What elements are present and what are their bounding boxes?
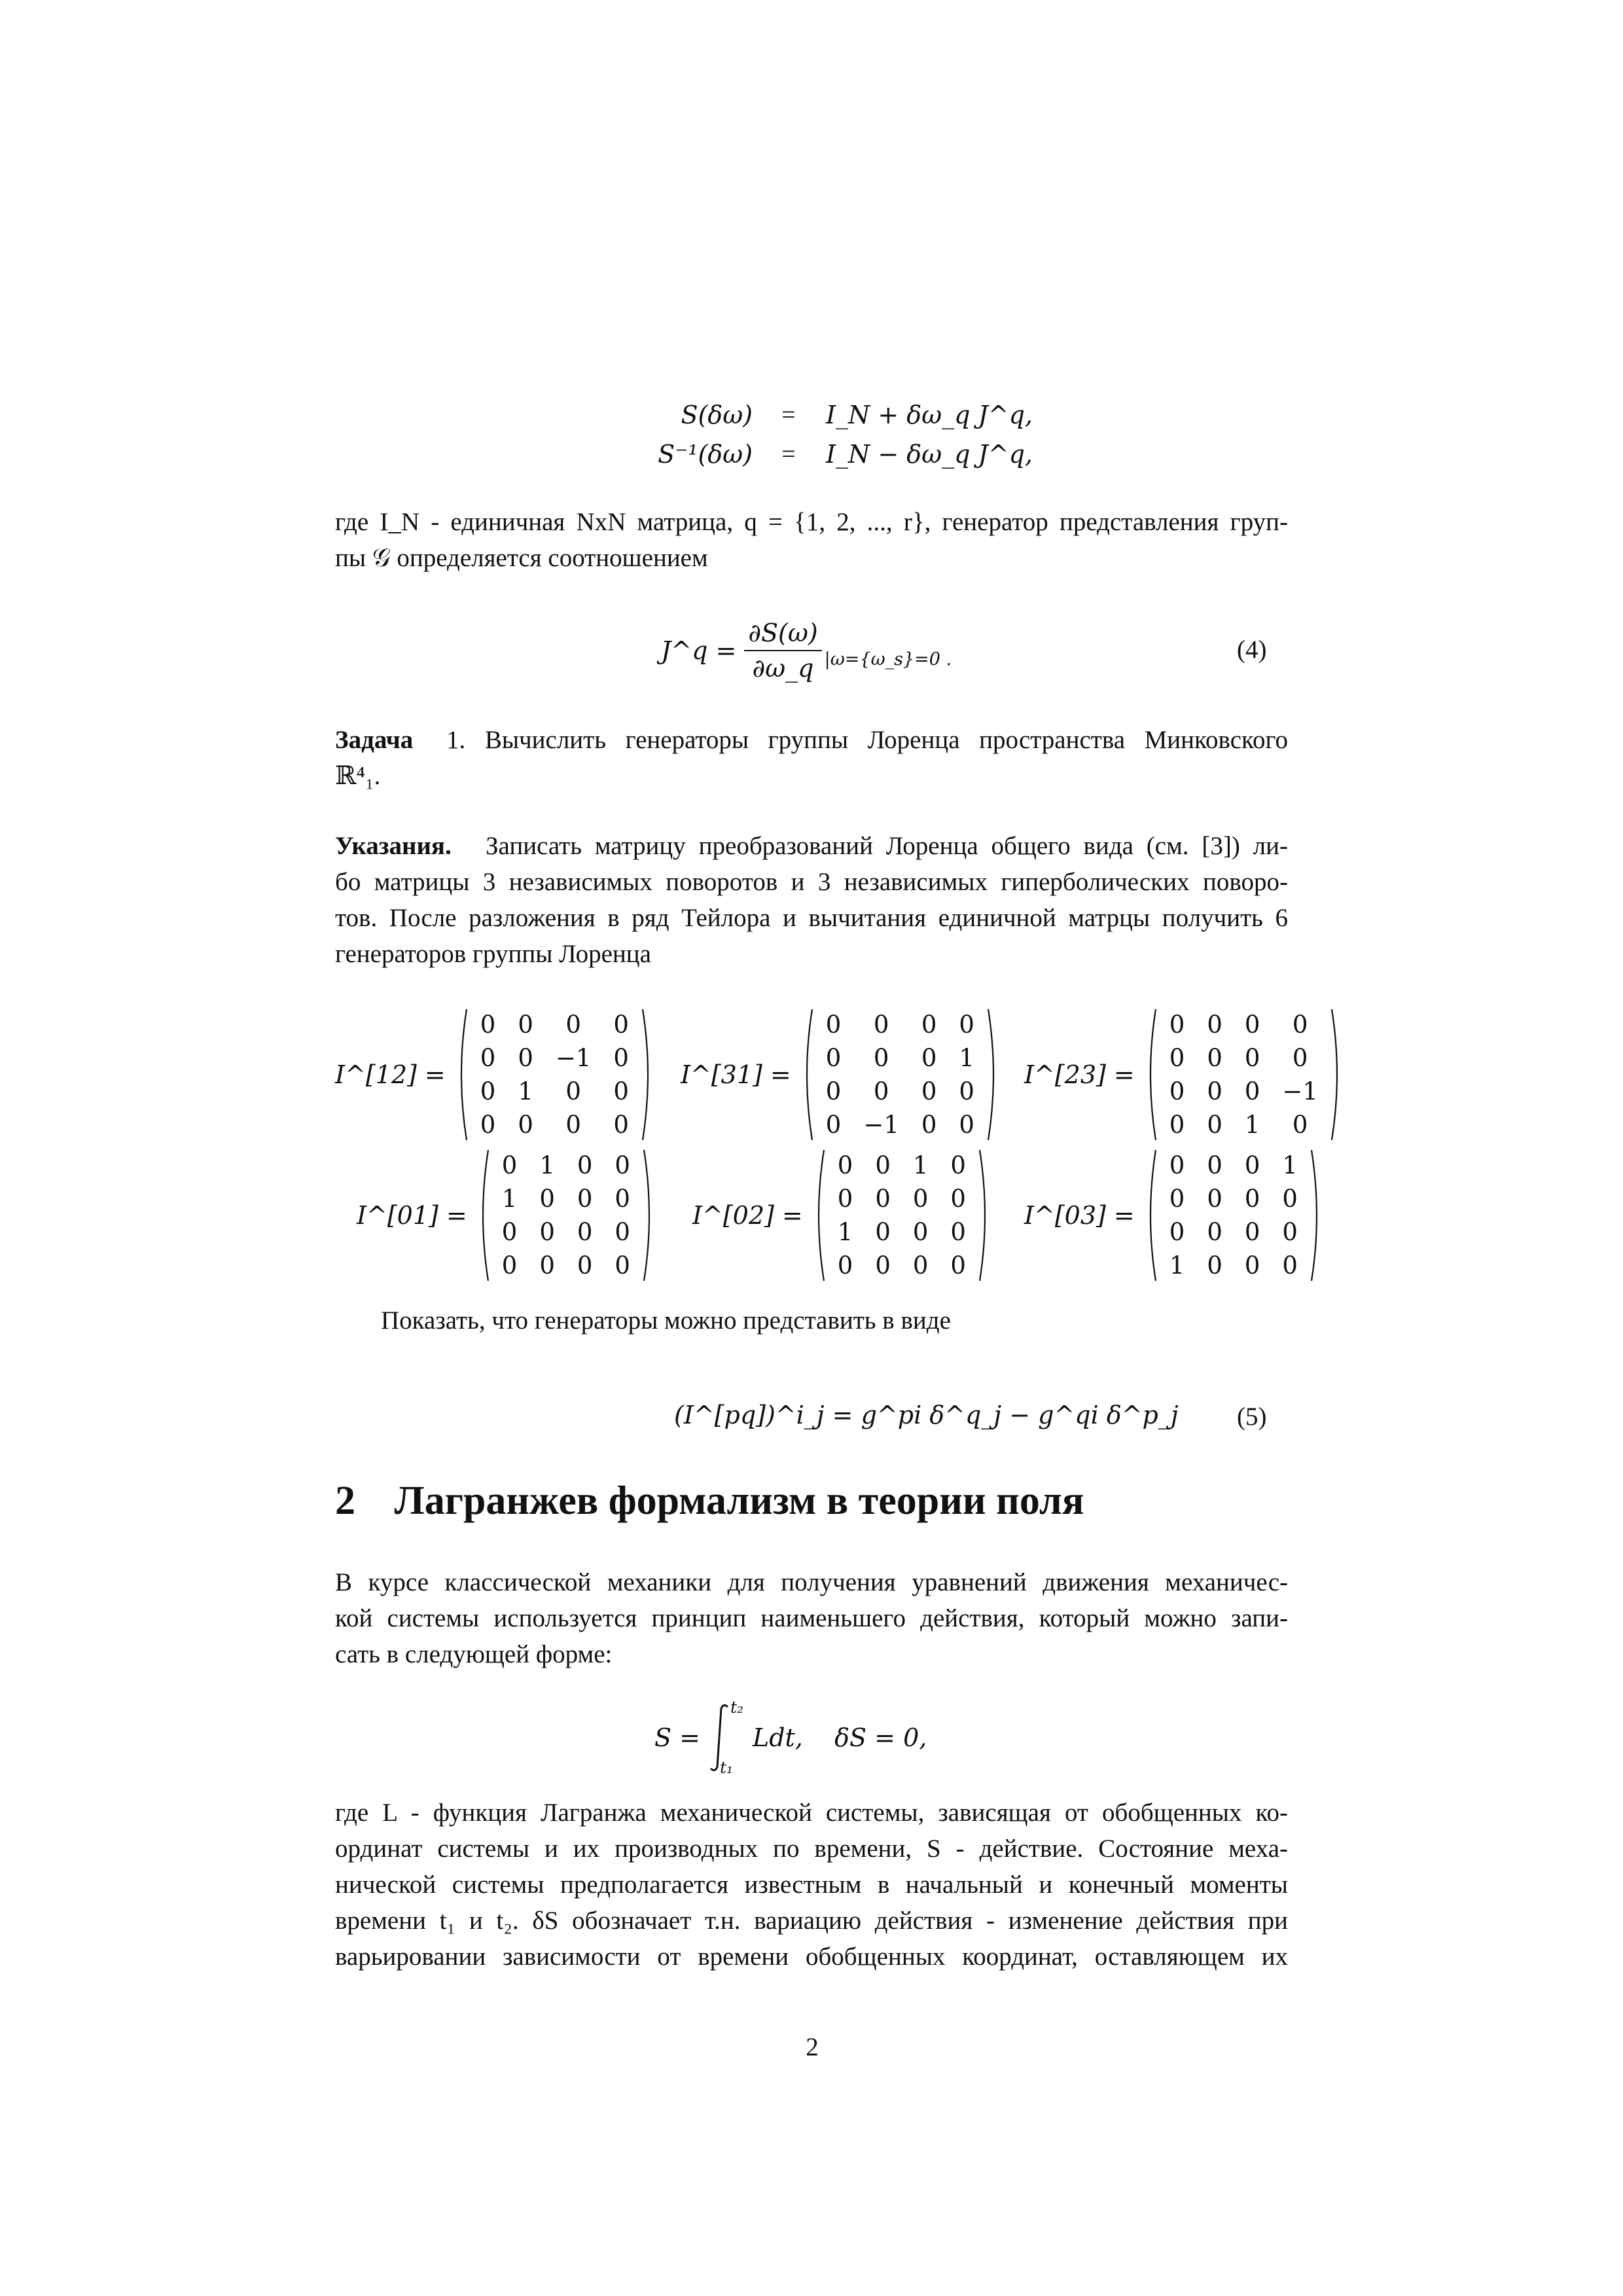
matrix-row (1158, 1075, 1329, 1108)
matrix-cell: 0 (1169, 1218, 1185, 1246)
matrix-table (1158, 1008, 1329, 1141)
matrix-cell: 1 (912, 1151, 929, 1179)
matrix-table (815, 1008, 986, 1141)
matrix-row (815, 1075, 986, 1108)
integral-upper-limit: t₂ (730, 1698, 744, 1717)
matrix-cell: 0 (1207, 1044, 1222, 1072)
matrix-row (815, 1041, 986, 1075)
matrix-cell: 0 (480, 1044, 496, 1072)
matrix-cell: 0 (518, 1111, 533, 1139)
paragraph-lagrange-function (335, 1795, 1288, 1975)
sec2-line1: В курсе классической механики для получения уравнений движения механичес- (335, 1568, 1288, 1596)
section-title: Лагранжев формализм в теории поля (394, 1479, 1084, 1523)
matrix-label: I^[12] = (335, 1060, 446, 1089)
matrix-cell: 0 (1207, 1011, 1222, 1039)
eq4-denominator: ∂ω_q (752, 654, 814, 683)
left-paren-icon (800, 1008, 815, 1141)
eq-4 (661, 619, 952, 683)
matrix-cell: 0 (1292, 1011, 1308, 1039)
matrix-label: I^[02] = (692, 1201, 803, 1230)
matrix-row (827, 1182, 977, 1215)
matrix-row (1158, 1182, 1309, 1215)
right-paren-icon (977, 1149, 991, 1282)
matrix-cell: 0 (615, 1251, 630, 1280)
matrix-cell: 0 (613, 1011, 629, 1039)
matrix-cell: 0 (615, 1185, 630, 1213)
task-block (335, 722, 1288, 794)
matrix-cell: 0 (921, 1011, 937, 1039)
eq4-evaluation: |ω={ω_s}=0 . (824, 649, 952, 670)
matrix-cell: 1 (959, 1044, 974, 1072)
matrix-cell: 0 (1244, 1044, 1260, 1072)
task-line2: ℝ⁴₁. (335, 762, 381, 790)
eq-s-lhs: S(δω) (681, 401, 753, 429)
matrix-row (1158, 1249, 1309, 1282)
matrix-cell: 0 (873, 1077, 889, 1105)
matrix-cell: 0 (565, 1011, 581, 1039)
matrix-cell: 0 (1244, 1151, 1260, 1179)
matrix-cell: 0 (875, 1218, 891, 1246)
matrix-cell: 0 (1169, 1044, 1185, 1072)
hint-line4: генераторов группы Лоренца (335, 940, 651, 968)
eq4-numerator: ∂S(ω) (744, 619, 821, 651)
hint-line3: тов. После разложения в ряд Тейлора и вычитания единичной матрцы получить 6 (335, 904, 1288, 932)
matrix-row (827, 1215, 977, 1249)
matrix-cell: 0 (1169, 1077, 1185, 1105)
matrix-cell: 0 (912, 1218, 929, 1246)
matrix-cell: 1 (1169, 1251, 1185, 1280)
matrix-cell: 0 (539, 1218, 555, 1246)
matrix-row (1158, 1041, 1329, 1075)
integral-sign (707, 1698, 753, 1777)
matrix-cell: 0 (912, 1251, 929, 1280)
matrix-row (491, 1149, 641, 1182)
hint-line1: Записать матрицу преобразований Лоренца общего вида (см. [3]) ли- (486, 832, 1288, 860)
matrix-body (812, 1149, 991, 1282)
matrix-row (1158, 1108, 1329, 1141)
eq-sinv-rhs: I_N − δω_q J^q, (826, 440, 1033, 469)
show-line: Показать, что генераторы можно представить в виде (381, 1306, 951, 1335)
matrix-cell: 0 (921, 1044, 937, 1072)
matrix-cell: 0 (501, 1151, 518, 1179)
matrix-cell: 1 (1282, 1151, 1298, 1179)
matrix-cell: 0 (837, 1185, 853, 1213)
left-paren-icon (476, 1149, 491, 1282)
sec2-line3: сать в следующей форме: (335, 1640, 613, 1668)
matrix-cell: 0 (875, 1251, 891, 1280)
matrix-row (1158, 1008, 1329, 1041)
matrix-cell: 0 (1292, 1044, 1308, 1072)
hint-line1-row (335, 828, 1288, 864)
matrix-cell: 0 (577, 1218, 593, 1246)
right-paren-icon (986, 1008, 1000, 1141)
matrix-cell: 0 (1282, 1185, 1298, 1213)
left-paren-icon (1144, 1008, 1158, 1141)
matrix-cell: 0 (875, 1151, 891, 1179)
matrix-row (469, 1041, 640, 1075)
matrix-cell: 0 (480, 1111, 496, 1139)
matrix-cell: 0 (1169, 1111, 1185, 1139)
matrix-cell: 0 (518, 1044, 533, 1072)
matrix-cell: 1 (837, 1218, 853, 1246)
matrix-cell: 0 (1244, 1011, 1260, 1039)
eq4-number: (4) (1237, 636, 1267, 664)
matrix-cell: 0 (1169, 1011, 1185, 1039)
hint-block (335, 828, 1288, 972)
last-line4: времени t₁ и t₂. δS обозначает т.н. вариацию действия - изменение действия при (335, 1907, 1288, 1935)
matrix-cell: 0 (837, 1151, 853, 1179)
matrix-row (1158, 1149, 1309, 1182)
matrix-cell: 0 (1169, 1185, 1185, 1213)
left-paren-icon (455, 1008, 469, 1141)
matrix-cell: 0 (518, 1011, 533, 1039)
matrix-row (491, 1249, 641, 1282)
matrix-cell: −1 (863, 1111, 899, 1139)
task-label: Задача (335, 726, 414, 754)
matrix-i12 (335, 1008, 654, 1141)
eq-sinv-lhs: S⁻¹(δω) (658, 440, 753, 469)
matrix-cell: 0 (613, 1077, 629, 1105)
matrix-cell: 0 (577, 1185, 593, 1213)
matrix-cell: 0 (959, 1111, 974, 1139)
matrix-i23 (1024, 1008, 1344, 1141)
paragraph-least-action (335, 1564, 1288, 1672)
eq4-lhs: J^q = (661, 636, 737, 665)
matrix-cell: 0 (480, 1011, 496, 1039)
eq-action (654, 1698, 927, 1777)
right-paren-icon (1329, 1008, 1344, 1141)
matrix-cell: 0 (577, 1151, 593, 1179)
matrix-cell: 0 (959, 1077, 974, 1105)
matrix-body (1144, 1149, 1323, 1282)
hint-label: Указания. (335, 832, 452, 860)
matrix-label: I^[31] = (681, 1060, 791, 1089)
matrix-body (476, 1149, 656, 1282)
page-number: 2 (806, 2033, 819, 2061)
left-paren-icon (812, 1149, 827, 1282)
matrix-cell: 0 (565, 1077, 581, 1105)
matrix-cell: 0 (613, 1044, 629, 1072)
matrix-i03 (1024, 1149, 1323, 1282)
right-paren-icon (1309, 1149, 1323, 1282)
matrix-cell: 0 (912, 1185, 929, 1213)
task-line1: 1. Вычислить генераторы группы Лоренца пространства Минковского (446, 726, 1288, 754)
sec2-line2: кой системы используется принцип наименьшего действия, который можно запи- (335, 1604, 1288, 1632)
matrix-cell: 0 (1244, 1218, 1260, 1246)
matrix-cell: 1 (539, 1151, 555, 1179)
matrix-row (1158, 1215, 1309, 1249)
matrix-table (491, 1149, 641, 1282)
matrix-i01 (357, 1149, 656, 1282)
matrix-label: I^[03] = (1024, 1201, 1135, 1230)
matrix-cell: 0 (825, 1044, 842, 1072)
matrix-cell: 0 (873, 1011, 889, 1039)
matrix-cell: 0 (1244, 1185, 1260, 1213)
matrix-body (1144, 1008, 1344, 1141)
last-line2: ординат системы и их производных по времени, S - действие. Состояние меха- (335, 1835, 1288, 1863)
matrix-cell: 0 (1207, 1111, 1222, 1139)
matrix-cell: 0 (875, 1185, 891, 1213)
matrix-cell: 0 (565, 1111, 581, 1139)
matrix-cell: 0 (921, 1077, 937, 1105)
matrix-cell: 0 (539, 1185, 555, 1213)
matrix-label: I^[23] = (1024, 1060, 1135, 1089)
action-lhs: S = (654, 1723, 700, 1752)
section-heading (335, 1478, 1084, 1524)
matrix-cell: 0 (501, 1218, 518, 1246)
last-line1: где L - функция Лагранжа механической системы, зависящая от обобщенных ко- (335, 1799, 1288, 1827)
matrix-row (469, 1108, 640, 1141)
matrix-cell: 0 (837, 1251, 853, 1280)
last-line3: нической системы предполагается известным в начальный и конечный моменты (335, 1871, 1288, 1899)
matrix-cell: 0 (1282, 1218, 1298, 1246)
matrix-table (1158, 1149, 1309, 1282)
matrix-cell: 0 (577, 1251, 593, 1280)
matrix-body (455, 1008, 654, 1141)
matrix-row (469, 1075, 640, 1108)
matrix-label: I^[01] = (357, 1201, 467, 1230)
left-paren-icon (1144, 1149, 1158, 1282)
section-number: 2 (335, 1479, 355, 1523)
integral-lower-limit: t₁ (719, 1758, 734, 1777)
matrix-cell: 1 (501, 1185, 518, 1213)
right-paren-icon (641, 1149, 656, 1282)
matrix-row (815, 1108, 986, 1141)
eq5-number: (5) (1237, 1403, 1267, 1431)
matrix-i31 (681, 1008, 1000, 1141)
matrix-cell: 0 (825, 1111, 842, 1139)
matrix-cell: 1 (518, 1077, 533, 1105)
matrix-cell: 0 (950, 1151, 966, 1179)
matrix-row (491, 1182, 641, 1215)
matrix-cell: 0 (1207, 1251, 1222, 1280)
matrix-cell: 0 (1292, 1111, 1308, 1139)
matrix-row (469, 1008, 640, 1041)
matrix-cell: 0 (1244, 1077, 1260, 1105)
eq-sinv-rel: = (781, 440, 796, 468)
matrix-cell: 0 (921, 1111, 937, 1139)
eq-s-rhs: I_N + δω_q J^q, (826, 401, 1033, 429)
matrix-cell: −1 (555, 1044, 592, 1072)
para1-line1: где I_N - единичная NxN матрица, q = {1, 2, ..., r}, генератор представления груп- (335, 508, 1288, 536)
matrix-cell: 0 (1169, 1151, 1185, 1179)
hint-line2: бо матрицы 3 независимых поворотов и 3 независимых гиперболических поворо- (335, 868, 1288, 896)
para1-line2: пы 𝒢 определяется соотношением (335, 544, 708, 572)
matrix-cell: 0 (959, 1011, 974, 1039)
matrix-cell: 0 (950, 1251, 966, 1280)
action-body: Ldt, δS = 0, (752, 1723, 927, 1752)
last-line5: варьировании зависимости от времени обобщенных координат, оставляющем их (335, 1943, 1288, 1971)
matrix-i02 (692, 1149, 991, 1282)
matrix-table (469, 1008, 640, 1141)
matrix-row (815, 1008, 986, 1041)
eq-5: (I^[pq])^i_j = g^pi δ^q_j − g^qi δ^p_j (674, 1401, 1179, 1429)
eq-s-rel: = (781, 401, 796, 429)
matrix-cell: 0 (825, 1077, 842, 1105)
matrix-cell: 0 (1282, 1251, 1298, 1280)
matrix-cell: 0 (950, 1185, 966, 1213)
matrix-cell: 0 (950, 1218, 966, 1246)
matrix-cell: 0 (613, 1111, 629, 1139)
matrix-cell: 0 (539, 1251, 555, 1280)
matrix-cell: 0 (873, 1044, 889, 1072)
matrix-cell: 0 (1207, 1151, 1222, 1179)
eq4-fraction (744, 619, 821, 683)
matrix-row (827, 1149, 977, 1182)
matrix-cell: 0 (615, 1218, 630, 1246)
matrix-cell: 0 (1244, 1251, 1260, 1280)
matrix-cell: 0 (615, 1151, 630, 1179)
matrix-cell: 0 (1207, 1218, 1222, 1246)
task-line1-row (335, 722, 1288, 758)
matrix-table (827, 1149, 977, 1282)
matrix-cell: 0 (1207, 1185, 1222, 1213)
matrix-row (491, 1215, 641, 1249)
matrix-cell: 1 (1244, 1111, 1260, 1139)
matrix-cell: 0 (480, 1077, 496, 1105)
matrix-body (800, 1008, 1000, 1141)
matrix-cell: −1 (1282, 1077, 1318, 1105)
matrix-cell: 0 (1207, 1077, 1222, 1105)
paragraph-generator-definition (335, 504, 1288, 576)
matrix-cell: 0 (501, 1251, 518, 1280)
matrix-row (827, 1249, 977, 1282)
right-paren-icon (640, 1008, 654, 1141)
matrix-cell: 0 (825, 1011, 842, 1039)
